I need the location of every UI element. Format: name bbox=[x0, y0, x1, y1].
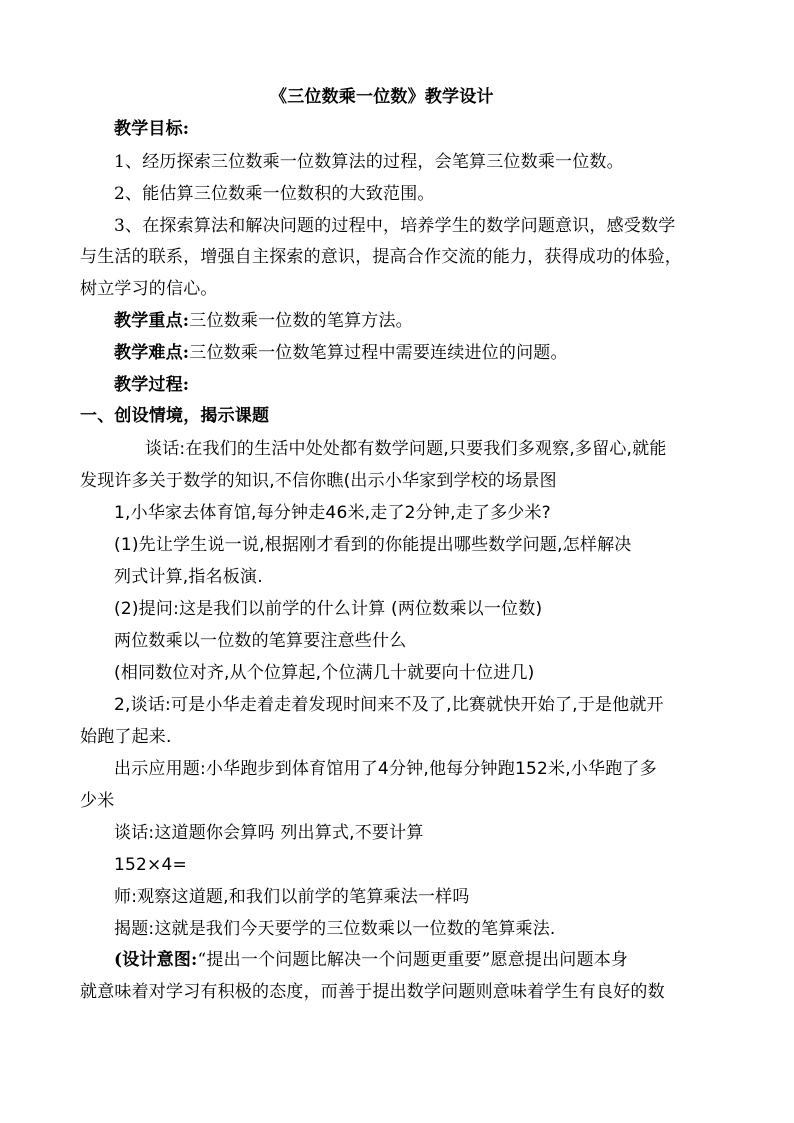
design-intent-text-1: “提出一个问题比解决一个问题更重要”愿意提出问题本身 bbox=[197, 950, 629, 970]
difficulty-label: 教学难点: bbox=[114, 343, 190, 363]
goal-1: 1、经历探索三位数乘一位数算法的过程，会笔算三位数乘一位数。 bbox=[114, 152, 624, 172]
body-line-7: 两位数乘以一位数的笔算要注意些什么 bbox=[114, 631, 407, 651]
body-line-10: 始跑了起来. bbox=[80, 727, 172, 747]
process-heading: 教学过程: bbox=[114, 375, 190, 395]
goal-3-line-2: 与生活的联系，增强自主探索的意识，提高合作交流的能力，获得成功的体验， bbox=[80, 247, 682, 267]
body-line-15: 师:观察这道题,和我们以前学的笔算乘法一样吗 bbox=[114, 887, 470, 907]
difficulty bbox=[114, 342, 568, 364]
goal-3-line-1: 3、在探索算法和解决问题的过程中，培养学生的数学问题意识，感受数学 bbox=[114, 216, 676, 236]
body-line-5: 列式计算,指名板演. bbox=[114, 567, 263, 587]
design-intent-line-1 bbox=[114, 949, 628, 971]
body-line-2: 发现许多关于数学的知识,不信你瞧(出示小华家到学校的场景图 bbox=[80, 471, 557, 491]
goal-3-line-3: 树立学习的信心。 bbox=[80, 279, 218, 299]
section-1-heading: 一、创设情境，揭示课题 bbox=[80, 406, 270, 426]
document-title: 《三位数乘一位数》教学设计 bbox=[270, 87, 494, 107]
design-intent-line-2: 就意味着对学习有积极的态度，而善于提出数学问题则意味着学生有良好的数 bbox=[80, 982, 665, 1002]
body-line-13: 谈话:这道题你会算吗 列出算式,不要计算 bbox=[114, 823, 424, 843]
body-line-4: (1)先让学生说一说,根据刚才看到的你能提出哪些数学问题,怎样解决 bbox=[114, 535, 632, 555]
body-line-3: 1,小华家去体育馆,每分钟走46米,走了2分钟,走了多少米? bbox=[114, 503, 551, 523]
key-point-text: 三位数乘一位数的笔算方法。 bbox=[189, 311, 413, 331]
body-line-6: (2)提问:这是我们以前学的什么计算 (两位数乘以一位数) bbox=[114, 599, 543, 619]
goals-heading: 教学目标: bbox=[114, 119, 190, 139]
body-line-16: 揭题:这就是我们今天要学的三位数乘以一位数的笔算乘法. bbox=[114, 919, 556, 939]
body-line-12: 少米 bbox=[80, 791, 115, 811]
body-line-14: 152×4= bbox=[114, 855, 187, 875]
body-line-11: 出示应用题:小华跑步到体育馆用了4分钟,他每分钟跑152米,小华跑了多 bbox=[114, 759, 657, 779]
body-line-1: 谈话:在我们的生活中处处都有数学问题,只要我们多观察,多留心,就能 bbox=[145, 439, 667, 459]
body-line-8: (相同数位对齐,从个位算起,个位满几十就要向十位进几) bbox=[114, 663, 535, 683]
key-point bbox=[114, 310, 413, 332]
key-point-label: 教学重点: bbox=[114, 311, 190, 331]
goal-2: 2、能估算三位数乘一位数积的大致范围。 bbox=[114, 184, 435, 204]
body-line-9: 2,谈话:可是小华走着走着发现时间来不及了,比赛就快开始了,于是他就开 bbox=[114, 695, 664, 715]
difficulty-text: 三位数乘一位数笔算过程中需要连续进位的问题。 bbox=[189, 343, 568, 363]
design-intent-label: (设计意图: bbox=[114, 950, 198, 970]
